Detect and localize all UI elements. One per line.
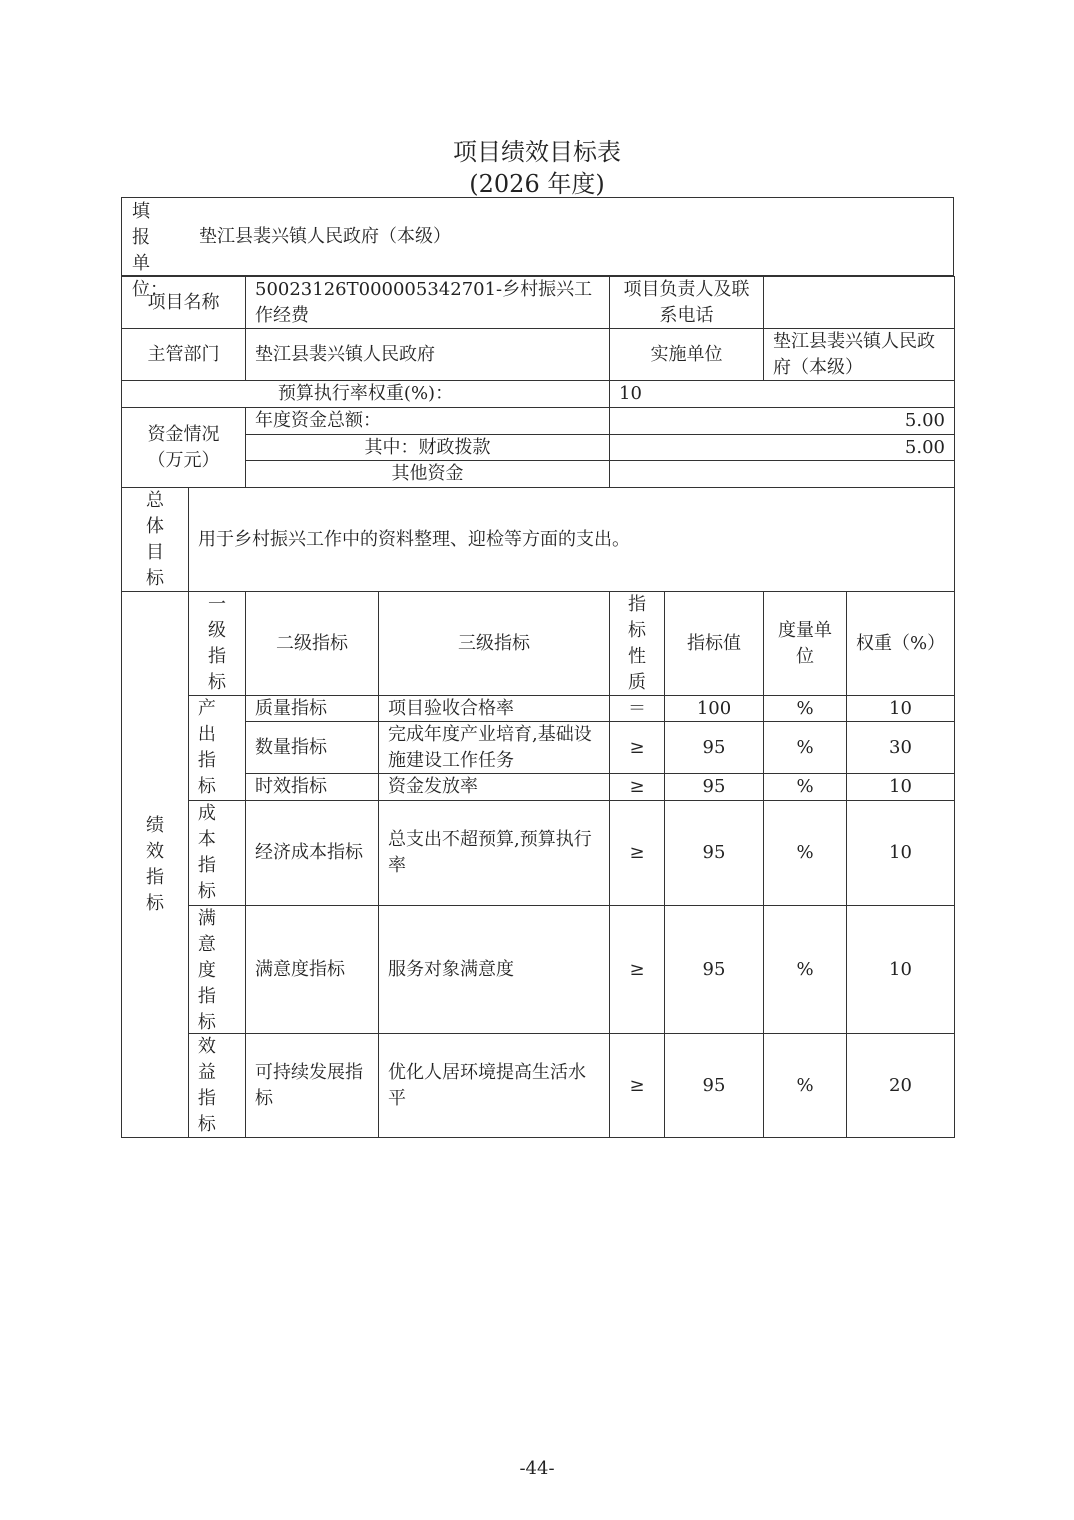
project-name-value (245, 276, 610, 329)
dept-value-text: 垫江县裴兴镇人民政府 (255, 343, 435, 365)
level2-indicator-text: 数量指标 (255, 736, 327, 758)
level2-indicator (245, 773, 379, 801)
indicator-value (664, 800, 764, 906)
indicator-operator (609, 1033, 665, 1138)
indicator-unit-text: % (796, 736, 814, 758)
document-year: (2026 年度) (469, 170, 605, 198)
indicator-operator (609, 800, 665, 906)
budget-weight-value (609, 380, 955, 408)
indicator-unit-text: % (796, 842, 814, 863)
level3-indicator (378, 800, 610, 906)
indicator-weight (846, 800, 955, 906)
goal-text (188, 487, 955, 592)
indicator-weight (846, 695, 955, 722)
indicator-value (664, 695, 764, 722)
indicator-weight-text: 20 (889, 1074, 912, 1096)
project-name-label (121, 276, 246, 329)
level2-indicator-text: 时效指标 (255, 776, 327, 797)
level3-indicator (378, 1033, 610, 1138)
column-header (188, 591, 246, 696)
column-header (245, 591, 379, 696)
column-header (609, 591, 665, 696)
column-header-text: 指标性质 (627, 593, 646, 693)
project-name-value-text: 50023126T000005342701-乡村振兴工作经费 (255, 278, 593, 326)
level3-indicator-text: 服务对象满意度 (388, 958, 514, 980)
indicator-operator (609, 695, 665, 722)
level3-indicator (378, 905, 610, 1034)
funds-total-value-text: 5.00 (904, 410, 945, 431)
indicator-value-text: 95 (702, 776, 726, 797)
level3-indicator-text: 完成年度产业培育,基础设施建设工作任务 (388, 723, 592, 771)
budget-weight-label (121, 380, 610, 408)
funds-label-text: 资金情况（万元） (147, 423, 220, 471)
level3-indicator (378, 695, 610, 722)
column-header-text: 指标值 (687, 632, 741, 654)
indicator-unit (763, 1033, 847, 1138)
indicator-weight-text: 10 (889, 697, 912, 719)
goal-label-text: 总体目标 (145, 489, 164, 589)
indicator-unit-text: % (796, 1074, 814, 1096)
indicator-weight-text: 10 (889, 776, 912, 797)
level1-indicator-text: 成本指标 (197, 803, 216, 902)
indicator-weight (846, 905, 955, 1034)
funds-fiscal-value-text: 5.00 (904, 436, 945, 458)
level2-indicator-text: 可持续发展指标 (255, 1061, 363, 1109)
level1-indicator-text: 满意度指标 (197, 908, 216, 1033)
reporting-unit-value: 垫江县裴兴镇人民政府（本级） (199, 226, 451, 247)
level1-indicator-text: 产出指标 (197, 698, 216, 797)
project-leader-label-text: 项目负责人及联系电话 (623, 278, 750, 326)
level1-indicator (188, 1033, 246, 1138)
indicator-value (664, 1033, 764, 1138)
funds-fiscal-value (609, 434, 955, 461)
funds-fiscal-label-text: 其中：财政拨款 (364, 436, 491, 458)
budget-weight-label-text: 预算执行率权重(%)： (277, 383, 454, 404)
funds-fiscal-label (245, 434, 610, 461)
column-header (664, 591, 764, 696)
indicator-value (664, 721, 764, 774)
indicator-unit-text: % (796, 697, 814, 719)
level2-indicator-text: 满意度指标 (255, 958, 345, 980)
level2-indicator-text: 经济成本指标 (255, 842, 363, 863)
funds-label (121, 407, 246, 488)
reporting-unit-label: 填报单位： (132, 201, 168, 300)
indicator-operator-text: ≥ (629, 842, 645, 863)
indicator-value (664, 905, 764, 1034)
column-header (846, 591, 955, 696)
impl-unit-value-text: 垫江县裴兴镇人民政府（本级） (773, 330, 935, 378)
column-header (763, 591, 847, 696)
level2-indicator (245, 800, 379, 906)
level1-indicator (188, 905, 246, 1034)
column-header-text: 二级指标 (276, 632, 348, 654)
indicator-unit-text: % (796, 776, 814, 797)
indicator-operator (609, 773, 665, 801)
indicator-operator-text: ≥ (629, 736, 645, 758)
level1-indicator (188, 800, 246, 906)
indicator-weight (846, 721, 955, 774)
project-leader-value (763, 276, 955, 329)
funds-other-value (609, 460, 955, 488)
indicator-operator-text: ≥ (629, 958, 645, 980)
project-leader-label (609, 276, 764, 329)
indicator-weight-text: 10 (889, 842, 912, 863)
page-number: -44- (519, 1458, 555, 1479)
level3-indicator-text: 资金发放率 (388, 776, 478, 797)
level2-indicator (245, 905, 379, 1034)
indicator-operator-text: ≥ (629, 1074, 645, 1096)
level3-indicator-text: 项目验收合格率 (388, 697, 514, 719)
indicator-operator (609, 721, 665, 774)
indicator-unit (763, 905, 847, 1034)
impl-unit-value (763, 328, 955, 381)
impl-unit-label (609, 328, 764, 381)
indicator-operator (609, 905, 665, 1034)
indicator-value-text: 95 (702, 842, 726, 863)
column-header-text: 三级指标 (458, 632, 530, 654)
indicator-operator-text: ≥ (629, 776, 645, 797)
goal-text-text: 用于乡村振兴工作中的资料整理、迎检等方面的支出。 (198, 528, 630, 550)
column-header-text: 度量单位 (778, 619, 832, 667)
document-title: 项目绩效目标表 (453, 138, 621, 166)
indicators-label-text: 绩效指标 (145, 814, 164, 914)
level3-indicator-text: 总支出不超预算,预算执行率 (388, 829, 592, 876)
column-header (378, 591, 610, 696)
funds-total-label-text: 年度资金总额： (255, 410, 381, 431)
budget-weight-value-text: 10 (619, 383, 642, 404)
indicator-unit (763, 800, 847, 906)
impl-unit-label-text: 实施单位 (650, 343, 723, 365)
indicator-value (664, 773, 764, 801)
dept-value (245, 328, 610, 381)
level2-indicator (245, 721, 379, 774)
reporting-unit-row (121, 197, 954, 300)
level2-indicator-text: 质量指标 (255, 697, 327, 719)
indicator-weight-text: 10 (889, 958, 912, 980)
indicator-unit (763, 695, 847, 722)
level1-indicator (188, 695, 246, 801)
indicator-weight (846, 773, 955, 801)
column-header-text: 一级指标 (207, 594, 226, 693)
level2-indicator (245, 695, 379, 722)
level2-indicator (245, 1033, 379, 1138)
indicators-label (121, 591, 189, 1138)
level1-indicator-text: 效益指标 (197, 1036, 216, 1135)
indicator-weight-text: 30 (889, 736, 912, 758)
indicator-weight (846, 1033, 955, 1138)
indicator-value-text: 95 (702, 736, 726, 758)
funds-total-label (245, 407, 610, 435)
funds-total-value (609, 407, 955, 435)
goal-label (121, 487, 189, 592)
funds-other-label (245, 460, 610, 488)
level3-indicator (378, 773, 610, 801)
indicator-unit (763, 721, 847, 774)
funds-other-label-text: 其他资金 (391, 463, 464, 484)
project-name-label-text: 项目名称 (147, 291, 220, 313)
dept-label-text: 主管部门 (147, 343, 220, 365)
indicator-value-text: 100 (696, 697, 732, 719)
indicator-unit (763, 773, 847, 801)
indicator-operator-text: ＝ (628, 697, 646, 719)
indicator-value-text: 95 (702, 958, 726, 980)
dept-label (121, 328, 246, 381)
indicator-unit-text: % (796, 958, 814, 980)
level3-indicator (378, 721, 610, 774)
level3-indicator-text: 优化人居环境提高生活水平 (388, 1061, 586, 1109)
column-header-text: 权重（%） (856, 632, 946, 654)
indicator-value-text: 95 (702, 1074, 726, 1096)
